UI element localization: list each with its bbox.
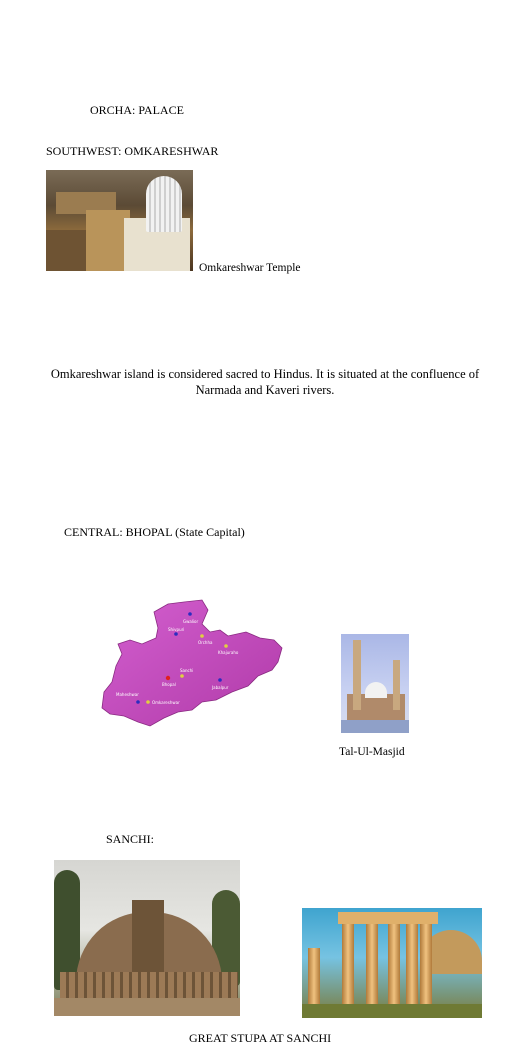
- shivpuri-marker: [174, 632, 178, 636]
- madhya-pradesh-map: [98, 598, 284, 730]
- map-label-jabalpur: Jabalpur: [212, 685, 229, 690]
- omkareshwar-marker: [146, 700, 150, 704]
- map-label-gwalior: Gwalior: [183, 619, 199, 624]
- central-heading: CENTRAL: BHOPAL (State Capital): [64, 525, 245, 539]
- omkareshwar-photo-caption: Omkareshwar Temple: [199, 262, 301, 274]
- orcha-heading: ORCHA: PALACE: [90, 103, 184, 117]
- map-label-shivpuri: Shivpuri: [168, 627, 185, 632]
- omkareshwar-description: Omkareshwar island is considered sacred to Hindus. It is situated at the confluence of Narmada and Kaveri rivers.: [50, 367, 480, 397]
- map-label-bhopal: Bhopal: [162, 682, 176, 687]
- map-label-orchha: Orchha: [198, 640, 213, 645]
- masjid-photo-caption: Tal-Ul-Masjid: [339, 746, 405, 758]
- sanchi-caption: GREAT STUPA AT SANCHI: [189, 1031, 332, 1045]
- maheshwar-marker: [136, 700, 140, 704]
- orchha-marker: [200, 634, 204, 638]
- jabalpur-marker: [218, 678, 222, 682]
- map-label-maheshwar: Maheshwar: [116, 692, 139, 697]
- omkareshwar-temple-photo: [46, 170, 193, 271]
- sanchi-heading: SANCHI:: [106, 832, 155, 846]
- gwalior-marker: [188, 612, 192, 616]
- map-label-khajuraho: Khajuraho: [218, 650, 239, 655]
- bhopal-marker: [166, 676, 170, 680]
- sanchi-pillars-photo: [302, 908, 482, 1018]
- map-label-omkareshwar: Omkareshwar: [152, 700, 180, 705]
- great-stupa-photo: [54, 860, 240, 1016]
- southwest-heading: SOUTHWEST: OMKARESHWAR: [46, 144, 219, 158]
- map-label-sanchi: Sanchi: [180, 668, 194, 673]
- tal-ul-masjid-photo: [341, 634, 409, 733]
- sanchi-marker: [180, 674, 184, 678]
- khajuraho-marker: [224, 644, 228, 648]
